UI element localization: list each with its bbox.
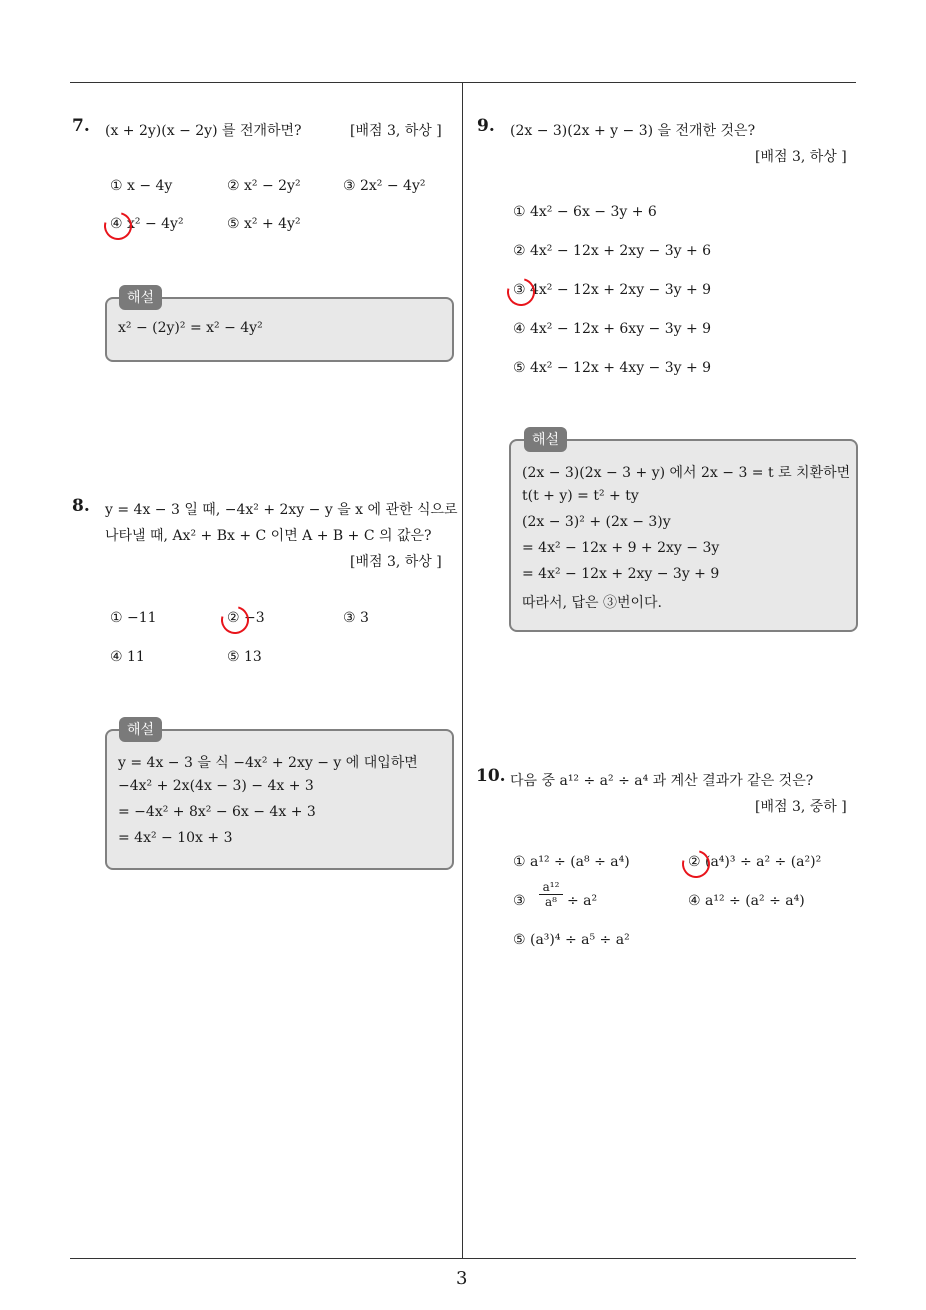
option-3-number: ③ [513, 893, 526, 909]
answer-circle-mark [502, 273, 540, 311]
question-points: [배점 3, 하상 ] [755, 149, 847, 165]
option-1[interactable]: ① a¹² ÷ (a⁸ ÷ a⁴) [513, 854, 630, 870]
question-points: [배점 3, 중하 ] [755, 799, 847, 815]
option-3[interactable]: ③ 2x² − 4y² [343, 178, 426, 194]
question-text-line1: y = 4x − 3 일 때, −4x² + 2xy − y 을 x 에 관한 식으로 [105, 502, 458, 518]
option-3[interactable]: ③ 4x² − 12x + 2xy − 3y + 9 [513, 282, 712, 298]
solution-box [105, 729, 454, 870]
solution-line: = 4x² − 12x + 2xy − 3y + 9 [522, 566, 720, 582]
question-points: [배점 3, 하상 ] [350, 554, 442, 570]
option-1[interactable]: ① −11 [110, 610, 157, 626]
question-number: 7. [72, 116, 90, 136]
solution-line: t(t + y) = t² + ty [522, 488, 639, 504]
question-text: (x + 2y)(x − 2y) 를 전개하면? [105, 123, 302, 139]
solution-line: y = 4x − 3 을 식 −4x² + 2xy − y 에 대입하면 [118, 755, 418, 771]
option-1[interactable]: ① x − 4y [110, 178, 173, 194]
option-1[interactable]: ① 4x² − 6x − 3y + 6 [513, 204, 657, 220]
option-2[interactable]: ② 4x² − 12x + 2xy − 3y + 6 [513, 243, 712, 259]
solution-line: −4x² + 2x(4x − 3) − 4x + 3 [118, 778, 314, 794]
option-5[interactable]: ⑤ (a³)⁴ ÷ a⁵ ÷ a² [513, 932, 630, 948]
option-4[interactable]: ④ 4x² − 12x + 6xy − 3y + 9 [513, 321, 712, 337]
option-5[interactable]: ⑤ x² + 4y² [227, 216, 301, 232]
solution-label: 해설 [524, 427, 567, 452]
solution-line: (2x − 3)² + (2x − 3)y [522, 514, 671, 530]
solution-line: (2x − 3)(2x − 3 + y) 에서 2x − 3 = t 로 치환하면 [522, 465, 851, 481]
question-number: 9. [477, 116, 495, 136]
question-text: (2x − 3)(2x + y − 3) 을 전개한 것은? [510, 123, 756, 139]
solution-label: 해설 [119, 285, 162, 310]
fraction-numerator: a¹² [539, 880, 563, 895]
option-3-fraction [539, 880, 563, 909]
option-2[interactable]: ② (a⁴)³ ÷ a² ÷ (a²)² [688, 854, 822, 870]
option-4[interactable]: ④ a¹² ÷ (a² ÷ a⁴) [688, 893, 805, 909]
page-number: 3 [456, 1268, 468, 1289]
solution-line: x² − (2y)² = x² − 4y² [118, 320, 263, 336]
question-number: 8. [72, 496, 90, 516]
option-5[interactable]: ⑤ 13 [227, 649, 262, 665]
answer-circle-mark [677, 845, 715, 883]
solution-line: 따라서, 답은 ③번이다. [522, 595, 662, 611]
option-5[interactable]: ⑤ 4x² − 12x + 4xy − 3y + 9 [513, 360, 712, 376]
question-points: [배점 3, 하상 ] [350, 123, 442, 139]
solution-line: = −4x² + 8x² − 6x − 4x + 3 [118, 804, 316, 820]
answer-circle-mark [216, 601, 254, 639]
question-number: 10. [476, 766, 506, 786]
option-3[interactable]: ③ 3 [343, 610, 369, 626]
solution-line: = 4x² − 10x + 3 [118, 830, 233, 846]
fraction-denominator: a⁸ [545, 895, 557, 909]
option-4[interactable]: ④ x² − 4y² [110, 216, 184, 232]
top-rule [70, 82, 856, 83]
option-2[interactable]: ② −3 [227, 610, 265, 626]
column-divider [462, 83, 463, 1259]
answer-circle-mark [99, 207, 137, 245]
option-4[interactable]: ④ 11 [110, 649, 145, 665]
option-3-tail: ÷ a² [567, 893, 598, 909]
bottom-rule [70, 1258, 856, 1259]
question-text: 다음 중 a¹² ÷ a² ÷ a⁴ 과 계산 결과가 같은 것은? [510, 773, 814, 789]
option-2[interactable]: ② x² − 2y² [227, 178, 301, 194]
question-text-line2: 나타낼 때, Ax² + Bx + C 이면 A + B + C 의 값은? [105, 528, 432, 544]
solution-label: 해설 [119, 717, 162, 742]
solution-line: = 4x² − 12x + 9 + 2xy − 3y [522, 540, 720, 556]
